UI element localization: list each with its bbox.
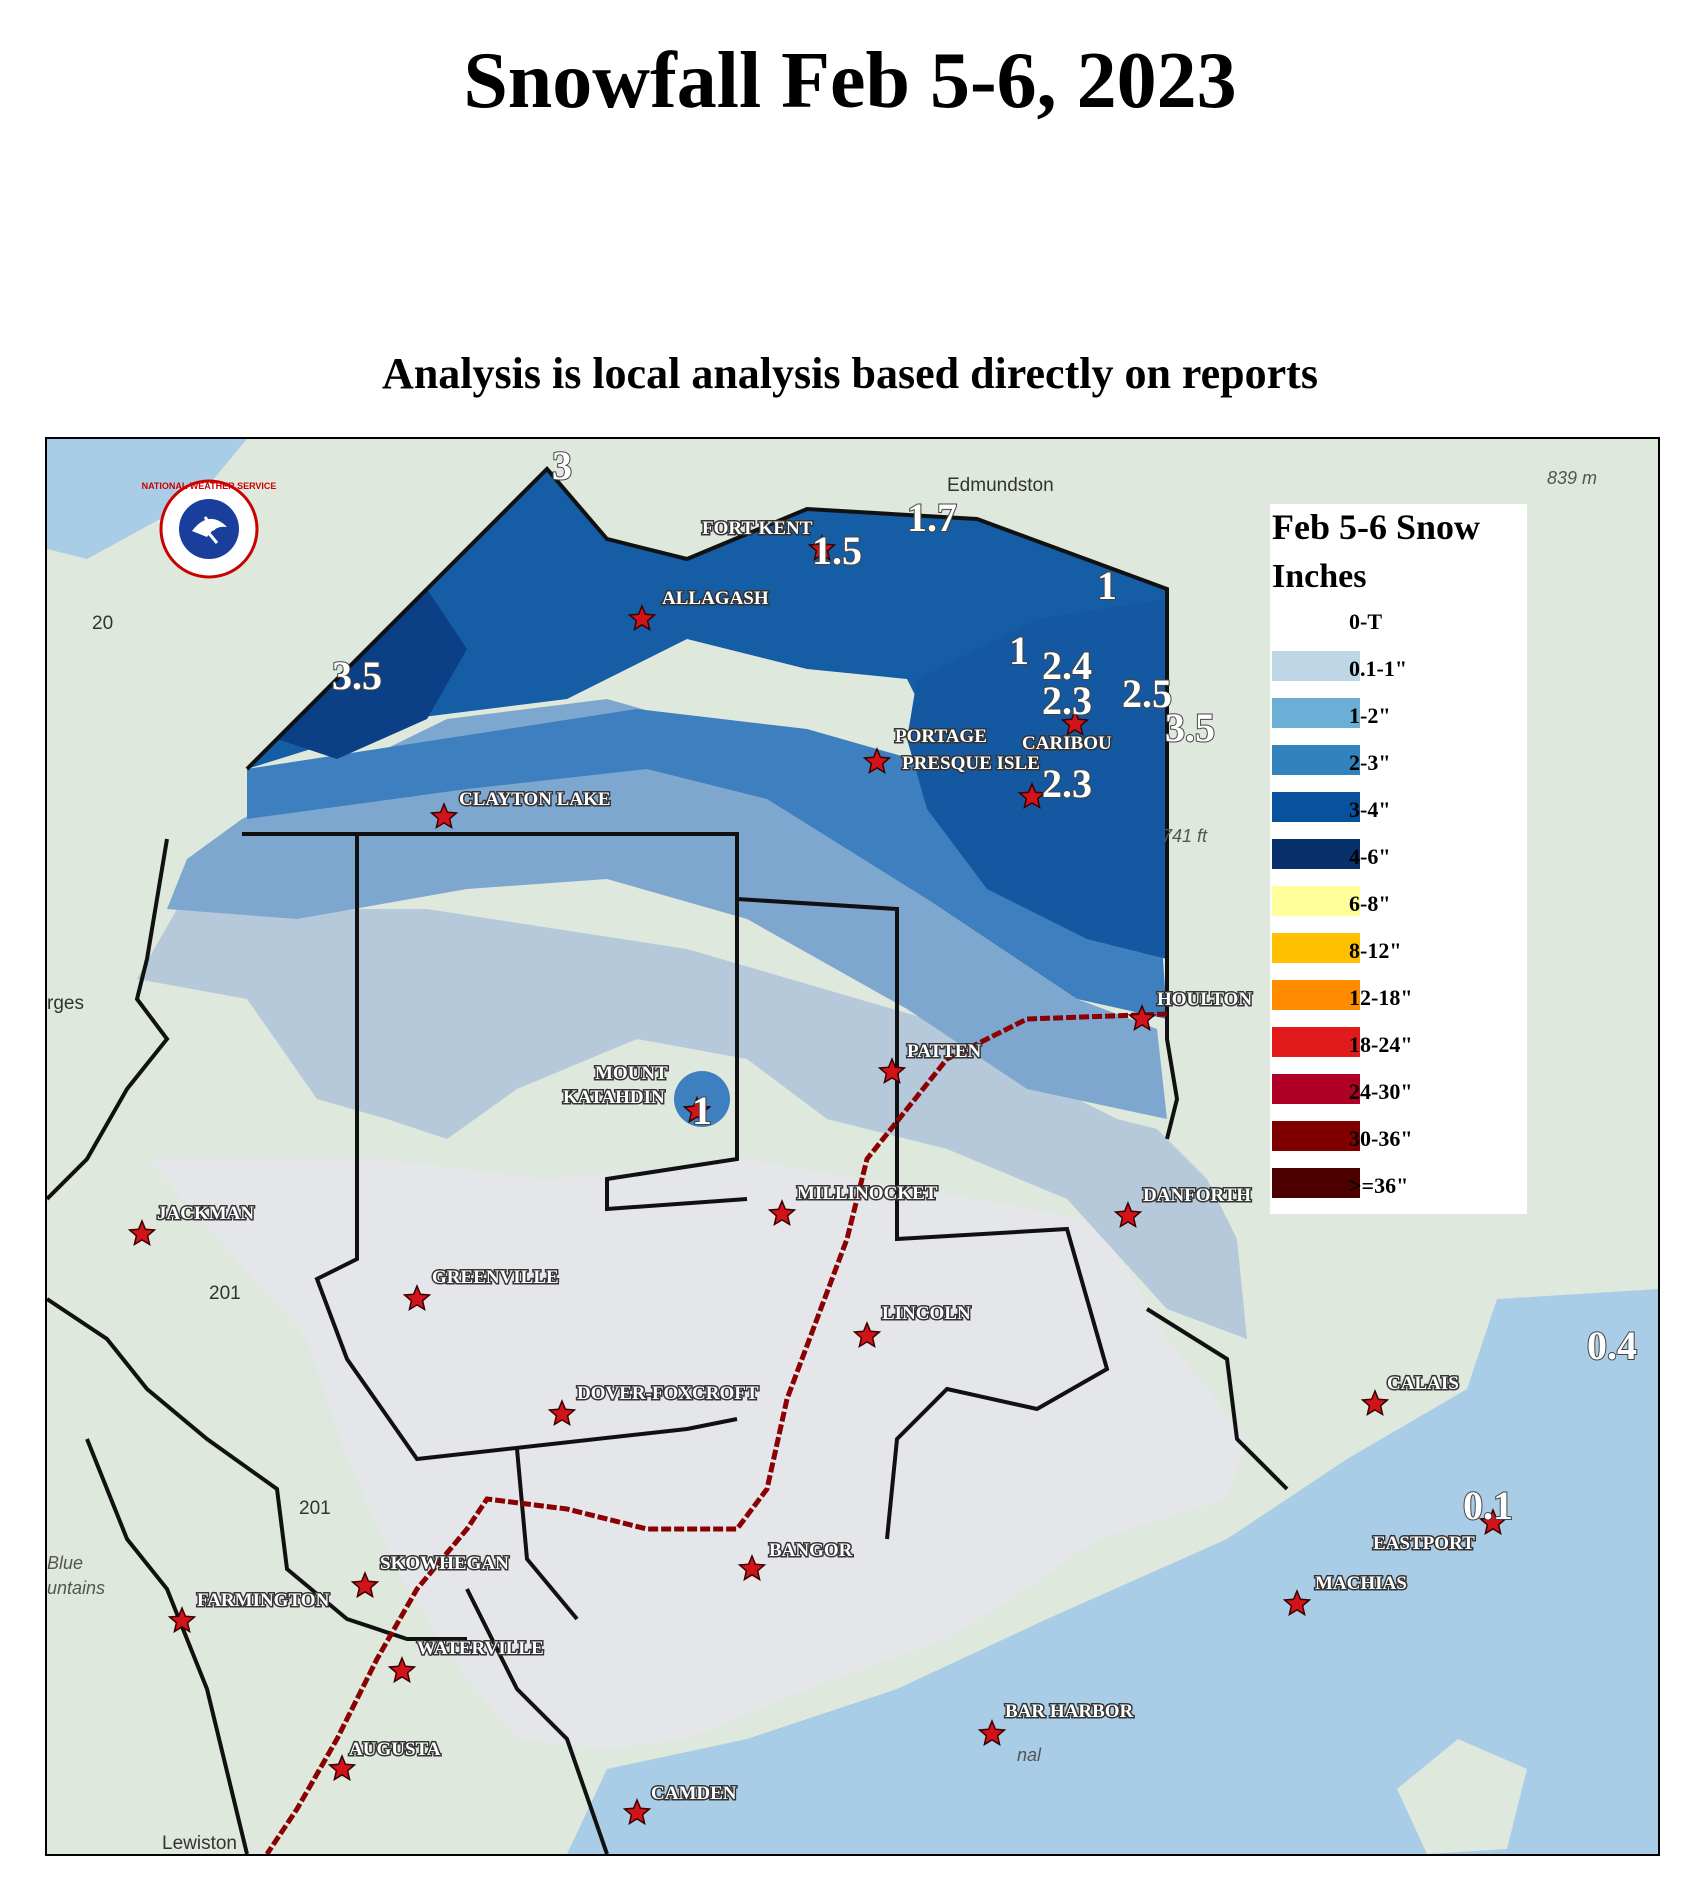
legend-label: 1-2" bbox=[1349, 703, 1391, 728]
legend-label: >=36" bbox=[1349, 1173, 1409, 1198]
legend-label: 18-24" bbox=[1349, 1032, 1413, 1057]
city-label: BANGOR bbox=[769, 1540, 853, 1561]
city-label: HOULTON bbox=[1157, 989, 1253, 1010]
city-label: BAR HARBOR bbox=[1005, 1701, 1134, 1722]
city-label: CLAYTON LAKE bbox=[459, 789, 611, 810]
snow-report-value: 1 bbox=[692, 1088, 712, 1133]
snow-report-value: 2.3 bbox=[1042, 678, 1092, 723]
city-label: AUGUSTA bbox=[349, 1739, 441, 1760]
nws-logo-text: NATIONAL WEATHER SERVICE bbox=[141, 481, 277, 491]
city-label: CARIBOU bbox=[1022, 733, 1112, 754]
city-label: CALAIS bbox=[1387, 1373, 1459, 1394]
basemap-label-route-201-north: 201 bbox=[209, 1283, 241, 1304]
legend-label: 0-T bbox=[1349, 609, 1382, 634]
basemap-label-route-20: 20 bbox=[92, 613, 114, 634]
snow-report-value: 0.4 bbox=[1587, 1323, 1637, 1368]
city-label: DANFORTH bbox=[1143, 1185, 1252, 1206]
legend-label: 4-6" bbox=[1349, 844, 1391, 869]
snow-report-value: 2.5 bbox=[1122, 671, 1172, 716]
legend-units: Inches bbox=[1272, 558, 1367, 595]
legend-swatch bbox=[1272, 604, 1360, 634]
city-label: EASTPORT bbox=[1373, 1533, 1475, 1554]
snow-report-value: 1.5 bbox=[812, 528, 862, 573]
snow-report-value: 1 bbox=[1097, 563, 1117, 608]
legend-label: 24-30" bbox=[1349, 1079, 1413, 1104]
legend-label: 2-3" bbox=[1349, 750, 1391, 775]
snowfall-map[interactable] bbox=[47, 439, 1658, 1854]
city-label: FORT KENT bbox=[702, 518, 813, 539]
city-label: ALLAGASH bbox=[662, 588, 769, 609]
basemap-label-elevation: 839 m bbox=[1547, 468, 1598, 488]
snow-report-value: 1 bbox=[1009, 628, 1029, 673]
snow-report-value: 2.4 bbox=[1042, 643, 1092, 688]
legend-swatch bbox=[1272, 1074, 1360, 1104]
city-label: LINCOLN bbox=[882, 1303, 971, 1324]
legend-swatch bbox=[1272, 980, 1360, 1010]
basemap-label-mountains: untains bbox=[47, 1578, 106, 1598]
basemap-label-rges: rges bbox=[47, 993, 84, 1014]
legend-swatch bbox=[1272, 1168, 1360, 1198]
legend-swatch bbox=[1272, 745, 1360, 775]
legend-label: 8-12" bbox=[1349, 938, 1402, 963]
basemap-label-741ft: 741 ft bbox=[1162, 826, 1208, 846]
basemap-label-blue: Blue bbox=[47, 1553, 84, 1573]
city-label: GREENVILLE bbox=[432, 1267, 559, 1288]
snow-report-value: 2.3 bbox=[1042, 761, 1092, 806]
city-label: MILLINOCKET bbox=[797, 1183, 938, 1204]
basemap-label-nal: nal bbox=[1017, 1745, 1042, 1765]
city-label: PATTEN bbox=[907, 1041, 982, 1062]
city-label: PRESQUE ISLE bbox=[902, 753, 1040, 774]
legend-label: 12-18" bbox=[1349, 985, 1413, 1010]
legend-label: 6-8" bbox=[1349, 891, 1391, 916]
legend-swatch bbox=[1272, 933, 1360, 963]
city-label: DOVER-FOXCROFT bbox=[577, 1383, 759, 1404]
legend-label: 30-36" bbox=[1349, 1126, 1413, 1151]
snow-report-value: 3.5 bbox=[332, 653, 382, 698]
snow-report-value: 1.7 bbox=[907, 495, 957, 540]
legend-swatch bbox=[1272, 651, 1360, 681]
legend bbox=[1270, 504, 1527, 1214]
snow-report-value: 3 bbox=[552, 443, 572, 488]
legend-swatch bbox=[1272, 698, 1360, 728]
city-label: PORTAGE bbox=[895, 726, 987, 747]
snow-report-value: 3.5 bbox=[1165, 705, 1215, 750]
legend-swatch bbox=[1272, 792, 1360, 822]
basemap-label-edmundston: Edmundston bbox=[947, 475, 1054, 496]
page-title: Snowfall Feb 5-6, 2023 bbox=[463, 37, 1237, 125]
legend-swatch bbox=[1272, 839, 1360, 869]
legend-swatch bbox=[1272, 1027, 1360, 1057]
page-subtitle: Analysis is local analysis based directly on reports bbox=[382, 349, 1318, 398]
snow-report-value: 0.1 bbox=[1463, 1483, 1513, 1528]
city-label: WATERVILLE bbox=[417, 1638, 544, 1659]
legend-label: 0.1-1" bbox=[1349, 656, 1408, 681]
map-frame[interactable] bbox=[45, 437, 1660, 1856]
city-label: CAMDEN bbox=[651, 1783, 737, 1804]
legend-swatch bbox=[1272, 1121, 1360, 1151]
legend-label: 3-4" bbox=[1349, 797, 1391, 822]
city-label: SKOWHEGAN bbox=[380, 1553, 509, 1574]
city-label: KATAHDIN bbox=[563, 1087, 665, 1108]
city-label: MACHIAS bbox=[1315, 1573, 1407, 1594]
city-label: FARMINGTON bbox=[197, 1590, 330, 1611]
city-label: MOUNT bbox=[595, 1063, 668, 1084]
basemap-label-route-201-south: 201 bbox=[299, 1498, 331, 1519]
legend-swatch bbox=[1272, 886, 1360, 916]
legend-title: Feb 5-6 Snow bbox=[1272, 507, 1481, 547]
city-label: JACKMAN bbox=[157, 1203, 255, 1224]
basemap-label-lewiston: Lewiston bbox=[162, 1833, 237, 1854]
